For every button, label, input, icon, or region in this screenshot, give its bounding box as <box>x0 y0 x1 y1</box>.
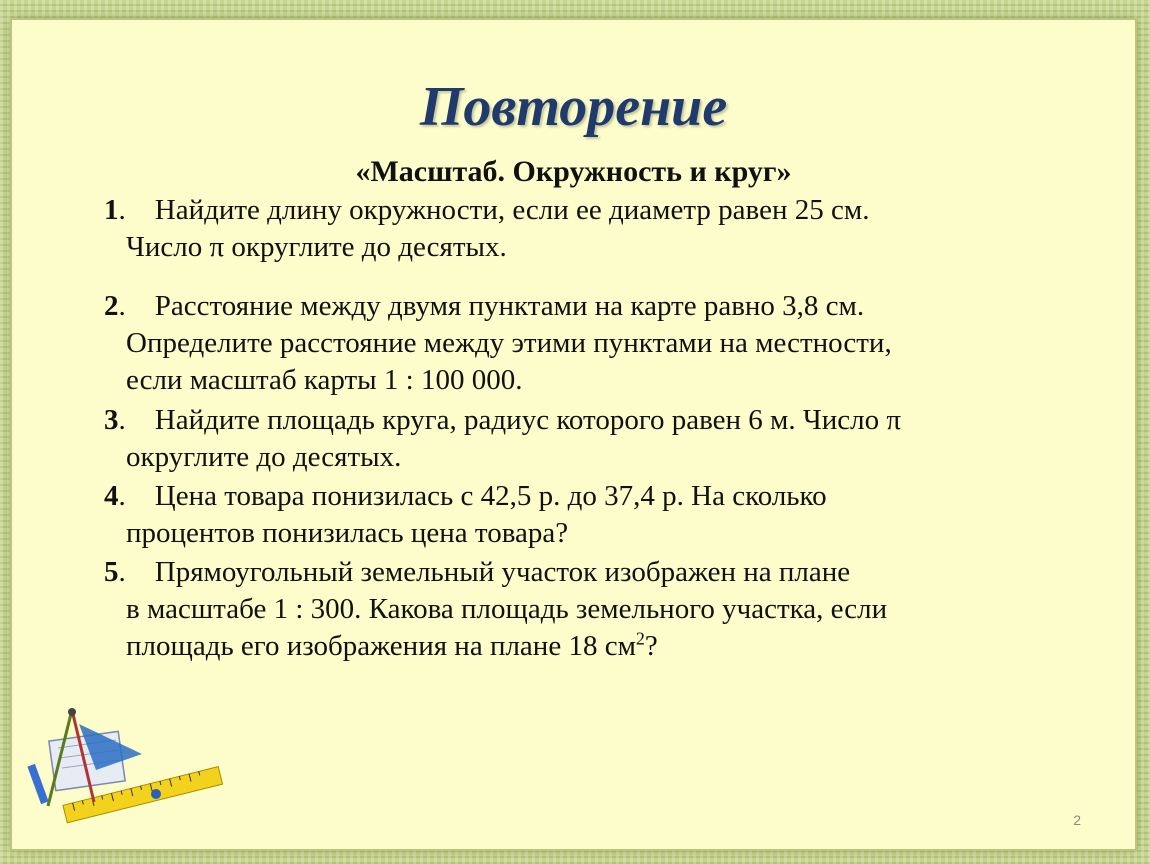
task-number: 4 <box>104 480 119 512</box>
task-text: если масштаб карты 1 : 100 000. <box>126 364 523 396</box>
task-4: 4. Цена товара понизилась с 42,5 р. до 37,4 р. На сколько процентов понизилась цена товара? <box>104 478 1084 552</box>
task-number: 5 <box>104 556 119 588</box>
task-text: Число π округлите до десятых. <box>126 231 507 263</box>
task-text: Определите расстояние между этими пунктами на местности, <box>126 327 892 359</box>
task-text-last-line <box>104 628 1084 665</box>
task-2: 2. Расстояние между двумя пунктами на карте равно 3,8 см. Определите расстояние между этими пунктами на местности, если масштаб карты 1 : 100 000. <box>104 288 1084 399</box>
task-text: в масштабе 1 : 300. Какова площадь земельного участка, если <box>126 593 888 625</box>
task-text-tail: ? <box>644 630 658 662</box>
task-text: Расстояние между двумя пунктами на карте равно 3,8 см. <box>154 290 865 322</box>
task-number: 2 <box>104 290 119 322</box>
task-text: Найдите длину окружности, если ее диаметр равен 25 см. <box>154 194 870 226</box>
task-5: 5. Прямоугольный земельный участок изображен на плане в масштабе 1 : 300. Какова площадь земельного участка, если площадь его изображения на плане 18 $см^2$? <box>104 554 1084 665</box>
task-text: Найдите площадь круга, радиус которого равен 6 м. Число π <box>154 404 902 436</box>
task-1: 1. Найдите длину окружности, если ее диаметр равен 25 см. Число π округлите до десятых. <box>104 192 1084 266</box>
slide <box>12 20 1135 849</box>
task-number: 3 <box>104 404 119 436</box>
page-number: 2 <box>1073 812 1081 828</box>
task-text: Прямоугольный земельный участок изображен на плане <box>154 556 851 588</box>
task-text: площадь его изображения на плане 18 см <box>126 630 636 662</box>
superscript: 2 <box>635 628 645 649</box>
slide-subtitle: «Масштаб. Окружность и круг» <box>355 155 792 188</box>
task-text: округлите до десятых. <box>126 441 402 473</box>
task-3: 3. Найдите площадь круга, радиус которого равен 6 м. Число π округлите до десятых. <box>104 402 1084 476</box>
task-number: 1 <box>104 194 119 226</box>
task-text: Цена товара понизилась с 42,5 р. до 37,4 р. На сколько <box>154 480 827 512</box>
slide-title: Повторение <box>419 76 728 138</box>
geometry-tools-clipart-icon <box>24 706 224 826</box>
task-text: процентов понизилась цена товара? <box>126 517 569 549</box>
